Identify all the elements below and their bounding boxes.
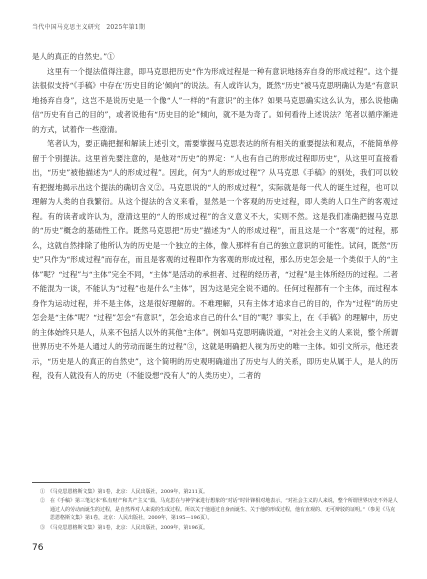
page-number: 76 (32, 543, 44, 553)
body-paragraph: 这里有一个提法值得注意，即马克思把历史“作为形成过程是一种有意识地扬弃自身的形成过程”。这个提法很似支持“《手稿》中存在‘历史目的论’倾向”的说法。有人或许认为，既然“历史”被马克思明确认为是“有意识地扬弃自身”，这岂不是说历史是一个像“人”一样的“有意识”的主体？如果马克思确实这么认为，那么说他确信“历史有自己的目的”，或者说他有“历史目的论”倾向，就不是为奇了。如何看待上述说法？笔者以循序渐进的方式，试着作一些澄清。 (32, 66, 398, 134)
footnote-2: ② 在《手稿》第三笔记本“私有财产和共产主义”篇，马克思在与神学家进行想象的“对话”时针锋相对地表示，“对社会主义的人来说，整个所谓世界历史不外是人通过人的劳动而诞生的过程，是自然界对人来说的生成过程。所以关于他通过自身而诞生、关于他的形成过程，他有直观的、无可辩驳的证明。”（参见《马克思恩格斯文集》第1卷，北京：人民出版社，2009年，第195—196页）。 (40, 498, 398, 522)
footnote-3: ③ 《马克思恩格斯文集》第1卷，北京：人民出版社，2009年，第196页。 (40, 524, 208, 531)
body-paragraph: 笔者认为，要正确把握和解读上述引文，需要掌握马克思表达的所有相关的重要提法和观点，不能简单停留于个别提法。这里首先要注意的，是他对“历史”的界定：“人也有自己的形成过程即历史”，从这里可直接看出，“历史”被他描述为“人的形成过程”。因此，何为“人的形成过程”？从马克思《手稿》的别处，我们可以较有把握地揭示出这个提法的确切含义②。马克思说的“人的形成过程”，实际就是每一代人的诞生过程，也可以理解为人类的自我繁衍。从这个提法的含义来看，显然是一个客观的历史过程，即人类的人口生产的客观过程。有的读者或许认为，澄清这里的“人的形成过程”的含义意义不大，实则不然。这是我们准确把握马克思的“历史”概念的基础性工作。既然马克思把“历史”描述为“人的形成过程”，而且这是一个“客观”的过程，那么，这就自然排除了他所认为的历史是一个独立的主体，像人那样有自己的独立意识的可能性。试问，既然“历史”只作为“形成过程”而存在，而且是客观的过程即作为客观的形成过程，那么历史怎会是一个类似于人的“主体”呢？“过程”与“主体”完全不同，“主体”是活动的承担者、过程的经历者，“过程”是主体所经历的过程。二者不能混为一谈，不能认为“过程”也是什么“主体”，因为这是完全说不通的。任何过程都有一个主体，而过程本身作为运动过程，并不是主体，这是很好理解的。不难理解，只有主体才追求自己的目的，作为“过程”的历史怎会是“主体”呢？“过程”怎会“有意识”，怎会追求自己的什么“目的”呢？事实上，在《手稿》的理解中，历史的主体始终只是人，从来不包括人以外的其他“主体”。例如马克思明确说道，“对社会主义的人来说，整个所谓世界历史不外是人通过人的劳动而诞生的过程”③，这就是明确把人视为历史的唯一主体。如引文所示，他还表示，“历史是人的真正的自然史”，这个简明的历史观明确道出了历史与人的关系，即历史从属于人，是人的历程，没有人就没有人的历史（不能设想“没有人”的人类历史），二者的 (32, 139, 398, 380)
running-header: 当代中国马克思主义研究 2025年第1期 (32, 24, 146, 31)
article-body (32, 50, 398, 384)
footnote-1: ① 《马克思恩格斯文集》第1卷，北京：人民出版社，2009年，第211页。 (40, 489, 208, 495)
footnotes (32, 488, 398, 533)
body-paragraph: 是人的真正的自然史。”① (32, 52, 115, 61)
footnote-divider (32, 482, 90, 483)
